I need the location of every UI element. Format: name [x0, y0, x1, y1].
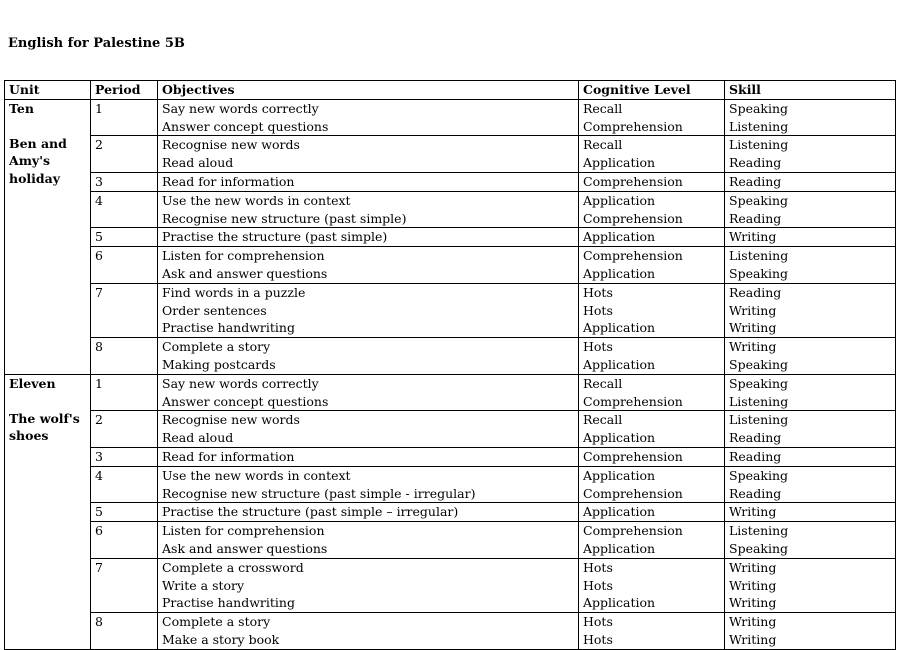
skill-cell	[725, 247, 896, 284]
skill-cell	[725, 447, 896, 466]
objective-line: Practise the structure (past simple – irregular)	[162, 504, 459, 520]
cognitive-level-line: Comprehension	[583, 248, 683, 264]
objective-line: Practise handwriting	[162, 595, 295, 611]
objective-cell	[158, 447, 579, 466]
objective-cell	[158, 503, 579, 522]
cognitive-level-line: Application	[583, 356, 656, 372]
skill-line: Writing	[729, 614, 777, 630]
skill-line: Listening	[729, 412, 789, 428]
objective-line: Order sentences	[162, 302, 267, 318]
skill-line: Speaking	[729, 375, 789, 391]
table-body	[5, 99, 896, 649]
period-cell: 8	[91, 613, 158, 650]
skill-line: Speaking	[729, 467, 789, 483]
cognitive-level-line: Hots	[583, 302, 613, 318]
skill-line: Speaking	[729, 192, 789, 208]
cognitive-level-cell	[579, 411, 725, 448]
cognitive-level-line: Hots	[583, 614, 613, 630]
objective-line: Read aloud	[162, 430, 234, 446]
objective-cell	[158, 411, 579, 448]
cognitive-level-line: Comprehension	[583, 523, 683, 539]
cognitive-level-cell	[579, 136, 725, 173]
skill-line: Speaking	[729, 100, 789, 116]
table-row	[5, 99, 896, 136]
period-cell: 6	[91, 247, 158, 284]
skill-line: Writing	[729, 229, 777, 245]
objective-cell	[158, 522, 579, 559]
cognitive-level-cell	[579, 338, 725, 375]
objective-cell	[158, 136, 579, 173]
cognitive-level-line: Comprehension	[583, 118, 683, 134]
cognitive-level-line: Application	[583, 540, 656, 556]
period-cell: 5	[91, 228, 158, 247]
skill-cell	[725, 503, 896, 522]
skill-cell	[725, 191, 896, 228]
skill-line: Listening	[729, 393, 789, 409]
table-row	[5, 172, 896, 191]
cognitive-level-line: Comprehension	[583, 393, 683, 409]
objective-line: Use the new words in context	[162, 467, 351, 483]
table-row	[5, 522, 896, 559]
objective-line: Answer concept questions	[162, 118, 329, 134]
period-cell: 6	[91, 522, 158, 559]
skill-cell	[725, 99, 896, 136]
period-cell: 7	[91, 283, 158, 337]
objective-cell	[158, 247, 579, 284]
period-cell: 1	[91, 374, 158, 411]
skill-line: Listening	[729, 137, 789, 153]
objective-cell	[158, 191, 579, 228]
cognitive-level-cell	[579, 172, 725, 191]
objective-cell	[158, 228, 579, 247]
header-objectives: Objectives	[158, 81, 579, 100]
skill-cell	[725, 466, 896, 503]
objective-line: Practise the structure (past simple)	[162, 229, 388, 245]
skill-line: Writing	[729, 577, 777, 593]
cognitive-level-cell	[579, 466, 725, 503]
table-row	[5, 136, 896, 173]
objective-line: Listen for comprehension	[162, 523, 325, 539]
objective-line: Make a story book	[162, 631, 280, 647]
objective-line: Answer concept questions	[162, 393, 329, 409]
table-row	[5, 466, 896, 503]
document-title: English for Palestine 5B	[8, 36, 185, 51]
objective-cell	[158, 466, 579, 503]
objective-line: Complete a story	[162, 614, 271, 630]
objective-line: Practise handwriting	[162, 320, 295, 336]
header-period: Period	[91, 81, 158, 100]
table-row	[5, 374, 896, 411]
cognitive-level-line: Application	[583, 430, 656, 446]
cognitive-level-line: Comprehension	[583, 485, 683, 501]
objective-line: Complete a crossword	[162, 559, 304, 575]
objective-cell	[158, 338, 579, 375]
objective-line: Making postcards	[162, 356, 276, 372]
skill-line: Speaking	[729, 540, 789, 556]
unit-name: The wolf's shoes	[9, 410, 80, 444]
skill-line: Reading	[729, 284, 782, 300]
period-cell: 1	[91, 99, 158, 136]
cognitive-level-cell	[579, 374, 725, 411]
skill-line: Speaking	[729, 265, 789, 281]
objective-cell	[158, 613, 579, 650]
header-cognitive-level: Cognitive Level	[579, 81, 725, 100]
skill-line: Reading	[729, 210, 782, 226]
skill-cell	[725, 411, 896, 448]
cognitive-level-cell	[579, 558, 725, 612]
objective-line: Read for information	[162, 173, 295, 189]
cognitive-level-line: Recall	[583, 137, 623, 153]
period-cell: 8	[91, 338, 158, 375]
cognitive-level-line: Comprehension	[583, 448, 683, 464]
objective-line: Say new words correctly	[162, 100, 319, 116]
objective-line: Use the new words in context	[162, 192, 351, 208]
table-row	[5, 338, 896, 375]
table-row	[5, 613, 896, 650]
skill-line: Writing	[729, 302, 777, 318]
objective-line: Recognise new structure (past simple - irregular)	[162, 485, 476, 501]
skill-cell	[725, 136, 896, 173]
cognitive-level-line: Hots	[583, 559, 613, 575]
cognitive-level-line: Recall	[583, 100, 623, 116]
cognitive-level-line: Application	[583, 467, 656, 483]
cognitive-level-cell	[579, 613, 725, 650]
table-row	[5, 191, 896, 228]
cognitive-level-cell	[579, 522, 725, 559]
lesson-plan-table	[4, 80, 896, 650]
table-row	[5, 503, 896, 522]
objective-line: Recognise new structure (past simple)	[162, 210, 407, 226]
skill-line: Writing	[729, 595, 777, 611]
cognitive-level-line: Application	[583, 504, 656, 520]
skill-cell	[725, 374, 896, 411]
objective-cell	[158, 374, 579, 411]
table-row	[5, 447, 896, 466]
header-unit: Unit	[5, 81, 91, 100]
cognitive-level-line: Recall	[583, 412, 623, 428]
objective-line: Recognise new words	[162, 137, 300, 153]
cognitive-level-line: Hots	[583, 339, 613, 355]
cognitive-level-line: Recall	[583, 375, 623, 391]
objective-line: Listen for comprehension	[162, 248, 325, 264]
objective-line: Read for information	[162, 448, 295, 464]
cognitive-level-line: Application	[583, 155, 656, 171]
objective-cell	[158, 99, 579, 136]
skill-line: Speaking	[729, 356, 789, 372]
cognitive-level-line: Application	[583, 595, 656, 611]
cognitive-level-line: Application	[583, 265, 656, 281]
cognitive-level-cell	[579, 503, 725, 522]
period-cell: 3	[91, 447, 158, 466]
objective-line: Find words in a puzzle	[162, 284, 306, 300]
skill-cell	[725, 522, 896, 559]
objective-cell	[158, 558, 579, 612]
objective-line: Recognise new words	[162, 412, 300, 428]
objective-line: Complete a story	[162, 339, 271, 355]
table-row	[5, 283, 896, 337]
skill-cell	[725, 172, 896, 191]
cognitive-level-line: Hots	[583, 284, 613, 300]
period-cell: 3	[91, 172, 158, 191]
unit-name: Ben and Amy's holiday	[9, 135, 67, 187]
objective-line: Say new words correctly	[162, 375, 319, 391]
table-row	[5, 558, 896, 612]
skill-line: Writing	[729, 339, 777, 355]
cognitive-level-line: Application	[583, 229, 656, 245]
cognitive-level-cell	[579, 191, 725, 228]
table-row	[5, 411, 896, 448]
unit-number: Ten	[9, 100, 34, 116]
skill-line: Listening	[729, 118, 789, 134]
skill-cell	[725, 558, 896, 612]
unit-number: Eleven	[9, 375, 56, 391]
skill-line: Reading	[729, 173, 782, 189]
objective-line: Ask and answer questions	[162, 540, 328, 556]
cognitive-level-cell	[579, 247, 725, 284]
skill-line: Writing	[729, 320, 777, 336]
objective-line: Read aloud	[162, 155, 234, 171]
skill-line: Reading	[729, 448, 782, 464]
period-cell: 5	[91, 503, 158, 522]
cognitive-level-line: Hots	[583, 631, 613, 647]
period-cell: 4	[91, 466, 158, 503]
skill-line: Listening	[729, 523, 789, 539]
skill-line: Writing	[729, 631, 777, 647]
skill-line: Writing	[729, 504, 777, 520]
skill-cell	[725, 613, 896, 650]
skill-line: Reading	[729, 430, 782, 446]
table-row	[5, 228, 896, 247]
period-cell: 7	[91, 558, 158, 612]
cognitive-level-line: Application	[583, 192, 656, 208]
cognitive-level-cell	[579, 228, 725, 247]
cognitive-level-line: Hots	[583, 577, 613, 593]
cognitive-level-cell	[579, 447, 725, 466]
skill-cell	[725, 283, 896, 337]
table-header-row	[5, 81, 896, 100]
period-cell: 2	[91, 411, 158, 448]
cognitive-level-line: Comprehension	[583, 173, 683, 189]
objective-line: Write a story	[162, 577, 245, 593]
objective-line: Ask and answer questions	[162, 265, 328, 281]
skill-cell	[725, 228, 896, 247]
period-cell: 4	[91, 191, 158, 228]
unit-cell	[5, 374, 91, 649]
unit-cell	[5, 99, 91, 374]
cognitive-level-cell	[579, 99, 725, 136]
objective-cell	[158, 283, 579, 337]
skill-line: Reading	[729, 155, 782, 171]
period-cell: 2	[91, 136, 158, 173]
skill-cell	[725, 338, 896, 375]
objective-cell	[158, 172, 579, 191]
header-skill: Skill	[725, 81, 896, 100]
skill-line: Reading	[729, 485, 782, 501]
cognitive-level-cell	[579, 283, 725, 337]
table-row	[5, 247, 896, 284]
cognitive-level-line: Comprehension	[583, 210, 683, 226]
cognitive-level-line: Application	[583, 320, 656, 336]
skill-line: Writing	[729, 559, 777, 575]
skill-line: Listening	[729, 248, 789, 264]
